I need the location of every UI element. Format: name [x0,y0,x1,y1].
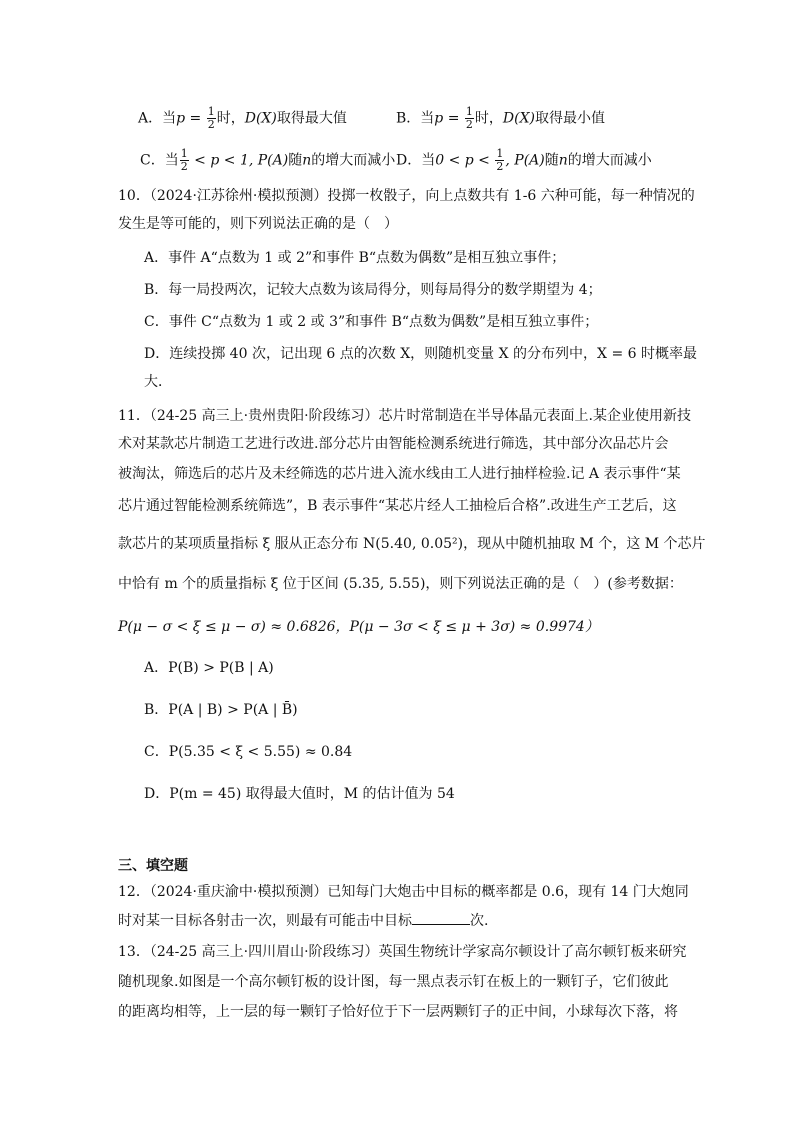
q9-a-prefix: A．当 [138,110,177,127]
q9-a-var: p [176,110,186,127]
q9-c-post: < p < 1, P(A) [189,152,289,169]
q9-a-den: 2 [207,118,215,131]
q9-c-tail2: 的增大而减小 [311,152,396,169]
q12-line2-text: 时对某一目标各射击一次，则最有可能击中目标 [118,913,412,929]
q9-d-num: 1 [496,147,504,160]
q9-c-fraction [180,148,189,173]
q13-line2: 随机现象.如图是一个高尔顿钉板的设计图，每一黑点表示钉在板上的一颗钉子，它们彼此 [118,974,669,990]
q11-option-a: A．P(B) > P(B | A) [144,660,274,676]
q9-b-num: 1 [465,105,473,118]
q12-line1: 12．（2024·重庆渝中·模拟预测）已知每门大炮击中目标的概率都是 0.6，现有 14 门大炮同 [118,884,689,900]
q11-line7: P(μ − σ < ξ ≤ μ − σ) ≈ 0.6826，P(μ − 3σ < ξ ≤ μ + 3σ) ≈ 0.9974） [118,619,599,635]
q9-d-den: 2 [496,160,504,173]
q10-line1: 10．（2024·江苏徐州·模拟预测）投掷一枚骰子，向上点数共有 1-6 六种可能，每一种情况的 [118,188,695,204]
q9-c-prefix: C．当 [140,152,179,169]
section-title: 三、填空题 [118,858,188,874]
q10-line2: 发生是等可能的，则下列说法正确的是（ ） [118,216,398,232]
q9-b-expr: D(X) [502,110,536,127]
q9-option-d [396,148,652,173]
q9-d-fraction [495,148,504,173]
q11-line1: 11．（24-25 高三上·贵州贵阳·阶段练习）芯片时常制造在半导体晶元表面上.某企业使用新技 [118,408,691,424]
q9-a-eq: = [185,110,206,127]
q9-option-a [138,106,347,131]
q10-option-b: B．每一局投两次，记较大点数为该局得分，则每局得分的数学期望为 4； [144,282,602,298]
q10-option-a: A．事件 A“点数为 1 或 2”和事件 B“点数为偶数”是相互独立事件； [144,250,566,266]
q9-option-b [396,106,605,131]
q9-b-tail: 取得最小值 [535,110,606,127]
q11-line5: 款芯片的某项质量指标 ξ 服从正态分布 N(5.40, 0.05²)，现从中随机抽取 M 个，这 M 个芯片 [118,536,706,552]
q9-d-n: n [558,152,568,169]
q10-option-d-line2: 大． [144,374,172,390]
q13-line3: 的距离均相等，上一层的每一颗钉子恰好位于下一层两颗钉子的正中间，小球每次下落，将 [118,1004,678,1020]
q9-b-eq: = [443,110,464,127]
q9-b-fraction [465,106,474,131]
q9-c-tail: 随 [288,152,303,169]
q11-line6: 中恰有 m 个的质量指标 ξ 位于区间 (5.35, 5.55)，则下列说法正确的是（ ）(参考数据： [118,576,683,592]
q9-option-c [140,148,395,173]
q9-d-tail2: 的增大而减小 [567,152,652,169]
q9-d-tail: 随 [544,152,559,169]
q11-option-b: B．P(A | B) > P(A | B̄) [144,702,298,718]
q12-line2-tail: 次. [470,913,489,929]
q13-line1: 13．（24-25 高三上·四川眉山·阶段练习）英国生物统计学家高尔顿设计了高尔顿钉板来研究 [118,944,687,960]
q11-line4: 芯片通过智能检测系统筛选”，B 表示事件“某芯片经人工抽检后合格”.改进生产工艺后，这 [118,498,677,514]
q9-c-den: 2 [180,160,188,173]
q12-answer-blank[interactable] [412,910,470,925]
q9-d-post1: 0 < p < [435,152,495,169]
q9-c-num: 1 [180,147,188,160]
q11-line3: 被淘汰，筛选后的芯片及未经筛选的芯片进入流水线由工人进行抽样检验.记 A 表示事件“某 [118,466,681,482]
q9-a-tail: 取得最大值 [276,110,347,127]
q9-b-var: p [434,110,444,127]
q11-line2: 术对某款芯片制造工艺进行改进.部分芯片由智能检测系统进行筛选，其中部分次品芯片会 [118,436,669,452]
q9-d-prefix: D．当 [396,152,436,169]
q11-option-c: C．P(5.35 < ξ < 5.55) ≈ 0.84 [144,744,353,760]
q10-option-d-line1: D．连续投掷 40 次，记出现 6 点的次数 X，则随机变量 X 的分布列中，X = 6 时概率最 [144,346,697,362]
q11-option-d: D．P(m = 45) 取得最大值时，M 的估计值为 54 [144,786,455,802]
q9-a-num: 1 [207,105,215,118]
q9-a-post: 时， [216,110,245,127]
q9-a-fraction [207,106,216,131]
q9-b-den: 2 [465,118,473,131]
q10-option-c: C．事件 C“点数为 1 或 2 或 3”和事件 B“点数为偶数”是相互独立事件； [144,314,599,330]
q9-a-expr: D(X) [244,110,277,127]
q9-d-post: , P(A) [505,152,545,169]
q9-b-prefix: B．当 [396,110,435,127]
q12-line2 [118,910,488,931]
q9-c-n: n [302,152,312,169]
q9-b-post: 时， [474,110,503,127]
